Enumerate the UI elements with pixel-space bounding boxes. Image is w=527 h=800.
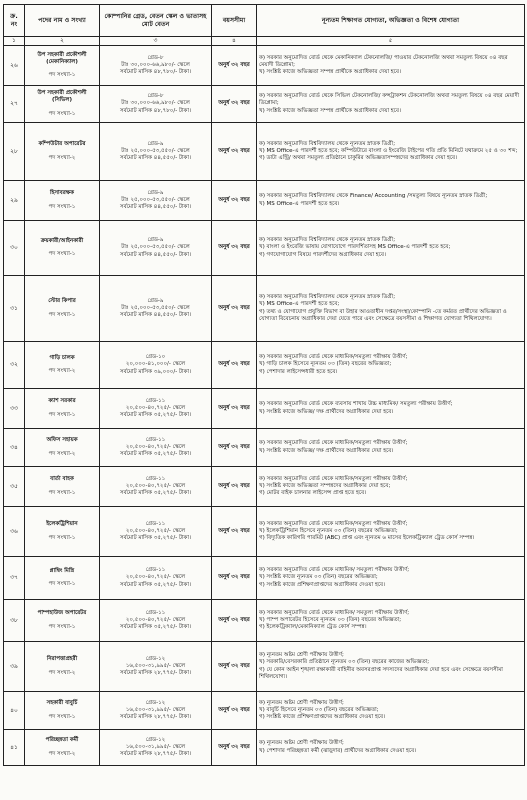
pay-grade: গ্রেড-৯ [147,237,164,244]
post-count: পদ সংখ্যা-২ [48,450,76,457]
qualification-item: গ) পেশাদার লাইসেন্সধারী হতে হবে। [259,368,338,375]
pay-grade: গ্রেড-১১ [145,520,166,527]
pay-scale: ২০,৫০০-৪০,৭২৫/- স্কেলে [125,443,186,450]
header-post: পদের নাম ও সংখ্যা [25,5,100,37]
qualification-item: গ) গণযোগাযোগ বিষয়ে পারদর্শীদের অগ্রাধিকার দেয়া হবে। [259,251,386,258]
pay-total: সর্বমোট মাসিক ৩৫,২৭৫/- টাকা। [120,624,191,631]
pay-grade: গ্রেড-৯ [147,140,164,147]
column-number: ৩ [100,37,212,46]
table-row [4,467,525,507]
pay-scale: ২০,৫০০-৪০,৭২৫/- স্কেলে [125,404,186,411]
pay-scale: ১৬,৫০০-৩১,৯৯৫/- স্কেলে [125,662,186,669]
qualification-item: খ) বাবুর্চি হিসেবে ন্যূনতম ০৩ (তিন) বছরের অভিজ্ঞতা; [259,706,379,713]
pay-total: সর্বমোট মাসিক ৪৪,৫৫০/- টাকা। [120,251,191,258]
qualification-item: খ) সংশ্লিষ্ট কাজে অভিজ্ঞ/ দক্ষ প্রার্থীদের অগ্রাধিকার দেয়া হবে। [259,447,394,454]
pay-scale: ২০,৫০০-৪০,৭২৫/- স্কেলে [125,616,186,623]
qualification-item: ক) সরকার অনুমোদিত বিশ্ববিদ্যালয় থেকে ন্যূনতম স্নাতক ডিগ্রী; [259,237,396,244]
post-count: পদ সংখ্যা-১ [48,411,76,418]
table-body [4,46,525,766]
post-cell [25,181,100,221]
serial-number: ৩৯ [10,662,18,670]
age-cell [212,46,257,86]
job-requirements-table [3,4,525,766]
header-qualification: নূন্যতম শিক্ষাগত যোগ্যতা, অভিজ্ঞতা ও বিশেষ যোগ্যতা [257,5,525,37]
serial-cell [4,342,25,389]
qualification-item: গ) ইলেকট্রিক্যাল/মেকানিক্যাল ট্রেড কোর্স সম্পন্ন। [259,624,367,631]
header-row [4,5,525,37]
post-count: পদ সংখ্যা-১ [48,534,76,541]
age-cell [212,276,257,342]
pay-total: সর্বমোট মাসিক ৩৫,২৭৫/- টাকা। [120,451,191,458]
serial-number: ৩৮ [10,616,18,624]
pay-grade: গ্রেড-১১ [145,397,166,404]
age-limit: অনুর্ধ ৩২ বছর [218,100,250,107]
serial-cell [4,221,25,276]
age-cell [212,221,257,276]
qualification-item: ক) ন্যূনতম অষ্টম শ্রেণী পরীক্ষায় উত্তীর্ণ; [259,699,344,706]
post-name: উপ সহকারী প্রকৌশলী (সিভিল) [37,90,87,104]
table-row [4,557,525,600]
qualification-cell [257,600,525,642]
age-limit: অনুর্ধ ৩২ বছর [218,706,250,713]
qualification-item: খ) MS Office-এ পারদর্শী হতে হবে। [259,200,340,207]
qualification-cell [257,467,525,507]
age-cell [212,692,257,730]
serial-number: ৩৭ [10,574,18,582]
age-limit: অনুর্ধ ৩২ বছর [218,482,250,489]
qualification-item: ক) সরকার অনুমোদিত বোর্ড থেকে মাধ্যমিক/সমতুল্য পরীক্ষায় উত্তীর্ণ; [259,440,408,447]
pay-cell [100,86,212,123]
post-count: পদ সংখ্যা-২ [48,750,76,757]
qualification-cell [257,557,525,600]
table-row [4,692,525,730]
post-count: পদ সংখ্যা-১ [48,110,76,117]
pay-scale: টাঃ ৩০,০০০-৬৬,৯৮০/- স্কেলে [121,61,190,68]
qualification-cell [257,342,525,389]
pay-grade: গ্রেড-১২ [145,699,166,706]
age-limit: অনুর্ধ ৩২ বছর [218,244,250,251]
qualification-item: খ) সংশ্লিষ্ট কাজে অভিজ্ঞতা সম্পন্ন প্রার্থীকে অগ্রাধিকার দেয়া হবে। [259,107,401,114]
post-count: পদ সংখ্যা-২ [48,154,76,161]
qualification-item: খ) ইলেকট্রিশিয়ান হিসেবে ন্যূনতম ০৩ (তিন) বছরের অভিজ্ঞতা; [259,527,398,534]
pay-total: সর্বমোট মাসিক ৩৫,২৭৫/- টাকা। [120,581,191,588]
post-cell [25,507,100,557]
qualification-item: গ) ডাটা এন্ট্রি/ অথবা সমতুল্য প্রতিষ্ঠানে চাকুরির অভিজ্ঞতাসম্পন্নদের অগ্রাধিকার দেয়া হবে। [259,155,458,162]
qualification-cell [257,642,525,692]
post-cell [25,123,100,181]
serial-cell [4,507,25,557]
pay-total: সর্বমোট মাসিক ২৮,৭৭৫/- টাকা। [120,751,191,758]
serial-cell [4,429,25,467]
age-cell [212,467,257,507]
table-row [4,730,525,766]
column-number-row [4,37,525,46]
pay-total: সর্বমোট মাসিক ৩৫,২৭৫/- টাকা। [120,535,191,542]
qualification-item: ক) সরকার অনুমোদিত বোর্ড থেকে মেকানিক্যাল টেকনোলজি/ পাওয়ার টেকনোলজি অথবা সমতুল্য বিষয়ে ০৪ বছর মেয়াদী ডিপ্লোমা; [259,54,508,68]
column-number: ১ [4,37,25,46]
pay-grade: গ্রেড-৮ [147,54,164,61]
qualification-cell [257,221,525,276]
pay-cell [100,276,212,342]
serial-cell [4,692,25,730]
post-name: পাম্পহাউজ অপারেটর [37,610,87,617]
pay-total: সর্বমোট মাসিক ৩৫,২৭৫/- টাকা। [120,412,191,419]
qualification-item: গ) যে কোন আইন শৃঙ্খলা রক্ষাকারী বাহিনীর অবসরপ্রাপ্ত সদস্যদের অগ্রাধিকার দেয়া হবে এবং সেক্ষেত্রে বয়সসীমা শিথিলযোগ্য। [259,666,503,680]
serial-cell [4,389,25,429]
qualification-cell [257,276,525,342]
serial-number: ২৮ [10,147,18,155]
qualification-item: ক) সরকার অনুমোদিত বোর্ড থেকে মাধ্যমিক/সমতুল্য পরীক্ষায় উত্তীর্ণ; [259,354,408,361]
table-row [4,429,525,467]
qualification-cell [257,123,525,181]
pay-cell [100,181,212,221]
pay-cell [100,123,212,181]
qualification-item: খ) সংশ্লিষ্ট কাজে অভিজ্ঞতা সম্পন্ন প্রার্থীকে অগ্রাধিকার দেয়া হবে। [259,69,401,76]
pay-total: সর্বমোট মাসিক ২৮,৭৭৫/- টাকা। [120,714,191,721]
age-limit: অনুর্ধ ৩২ বছর [218,147,250,154]
age-limit: অনুর্ধ ৩২ বছর [218,404,250,411]
qualification-item: খ) বাংলা ও ইংরেজি ভাষায় যোগাযোগে পারদর্শিতাসহ MS Office-এ পারদর্শী হতে হবে; [259,244,451,251]
age-limit: অনুর্ধ ৩২ বছর [218,662,250,669]
post-count: পদ সংখ্যা-১ [48,203,76,210]
table-row [4,342,525,389]
column-number: ২ [25,37,100,46]
pay-cell [100,557,212,600]
post-name: পরিচ্ছন্নতা কর্মী [45,737,79,744]
post-name: গাড়ি চালক [49,354,75,361]
post-cell [25,46,100,86]
pay-cell [100,642,212,692]
age-cell [212,342,257,389]
post-count: পদ সংখ্যা-১ [48,72,76,79]
serial-cell [4,181,25,221]
table-row [4,181,525,221]
serial-cell [4,86,25,123]
table-row [4,123,525,181]
serial-number: ৩৬ [10,527,18,535]
age-cell [212,181,257,221]
pay-scale: টাঃ ৩০,০০০-৬৬,৯৮০/- স্কেলে [121,100,190,107]
qualification-item: ক) সরকার অনুমোদিত বোর্ড থেকে মাধ্যমিক/ সমতুল্য পরীক্ষায় উত্তীর্ণ; [259,567,410,574]
qualification-item: ক) ন্যূনতম অষ্টম শ্রেণী পরীক্ষায় উত্তীর্ণ; [259,652,344,658]
table-row [4,600,525,642]
qualification-cell [257,730,525,766]
pay-grade: গ্রেড-১১ [145,567,166,574]
pay-scale: ২০,৫০০-৪০,৭২৫/- স্কেলে [125,574,186,581]
serial-cell [4,642,25,692]
serial-number: ৩১ [10,304,18,312]
post-cell [25,692,100,730]
serial-cell [4,730,25,766]
serial-number: ৪০ [10,706,18,714]
serial-number: ২৯ [10,196,18,204]
pay-total: সর্বমোট মাসিক ৪৪,৫৫০/- টাকা। [120,204,191,211]
pay-grade: গ্রেড-৯ [147,189,164,196]
age-cell [212,642,257,692]
age-cell [212,600,257,642]
age-limit: অনুর্ধ ৩২ বছর [218,616,250,623]
pay-cell [100,507,212,557]
qualification-item: খ) সংশ্লিষ্ট কাজে ন্যূনতম ০৩ (তিন) বছরের অভিজ্ঞতা; [259,574,378,581]
age-limit: অনুর্ধ ৩২ বছর [218,443,250,450]
post-name: নিরাপত্তাপ্রহরী [46,656,78,663]
pay-total: সর্বমোট মাসিক ৪৪,৫৫০/- টাকা। [120,155,191,162]
age-limit: অনুর্ধ ৩২ বছর [218,61,250,68]
pay-scale: ১৬,৫০০-৩১,৯৯৫/- স্কেলে [125,706,186,713]
age-cell [212,507,257,557]
pay-cell [100,429,212,467]
qualification-cell [257,181,525,221]
qualification-item: ক) ন্যূনতম অষ্টম শ্রেণী পরীক্ষায় উত্তীর্ণ; [259,740,344,747]
serial-number: ৩৪ [10,443,18,451]
pay-cell [100,600,212,642]
qualification-item: ক) সরকার অনুমোদিত বোর্ড থেকে মাধ্যমিক/ সমতুল্য পরীক্ষায় উত্তীর্ণ; [259,609,410,616]
age-limit: অনুর্ধ ৩২ বছর [218,527,250,534]
age-cell [212,730,257,766]
pay-cell [100,467,212,507]
header-age: বয়সসীমা [212,5,257,37]
serial-cell [4,557,25,600]
serial-cell [4,123,25,181]
post-name: ক্যাশ সরকার [48,398,76,405]
serial-number: ৩০ [10,244,18,252]
serial-number: ৩২ [10,361,18,369]
column-number: ৪ [212,37,257,46]
post-count: পদ সংখ্যা-২ [48,669,76,676]
table-row [4,389,525,429]
pay-scale: ২০,০০০-৪১,০০০/- স্কেলে [125,361,186,368]
serial-number: ৩৫ [10,482,18,490]
pay-total: সর্বমোট মাসিক ৩৯,০০০/- টাকা। [120,368,191,375]
post-count: পদ সংখ্যা-১ [48,581,76,587]
qualification-item: গ) তথ্য ও যোগাযোগ প্রযুক্তি বিভাগ বা উহার আওতাধীন দপ্তর/সংস্থা/কোম্পানি -তে কর্মরত প্রার্থীদের অভিজ্ঞতা ও যোগ্যতা বিবেচনায় অগ্রাধিকার দেয়া যেতে পারে এবং সেক্ষেত্রে বয়সসীমা ও শিক্ষাগত যোগ্যতা শিথিলযোগ্য। [259,308,507,322]
qualification-item: গ) সংশ্লিষ্ট কাজে প্রশিক্ষণপ্রাপ্তদের অগ্রাধিকার দেওয়া হবে। [259,581,386,588]
column-number: ৫ [257,37,525,46]
post-cell [25,342,100,389]
age-cell [212,557,257,600]
pay-scale: টাঃ ২৫,০০০-৫৩,৫৫০/- স্কেলে [121,304,190,311]
age-limit: অনুর্ধ ৩২ বছর [218,743,250,750]
qualification-item: ক) সরকার অনুমোদিত বোর্ড থেকে সিভিল টেকনোলজি/ কন্সট্রাকশন টেকনোলজি অথবা সমতুল্য বিষয়ে ০৪ বছর মেয়াদী ডিপ্লোমা; [259,93,520,107]
pay-grade: গ্রেড-১১ [145,475,166,482]
qualification-item: ক) সরকার অনুমোদিত বিশ্ববিদ্যালয় থেকে Finance/ Accounting /সমতুল্য বিষয়ে ন্যূনতম স্নাতক ডিগ্রী; [259,193,488,200]
post-name: ক্রয়কারী/আইনকারী [40,237,84,244]
post-name: কম্পিউটার অপারেটর [38,141,86,148]
table-row [4,642,525,692]
qualification-item: গ) সংশ্লিষ্ট কাজে প্রশিক্ষণপ্রাপ্তদের অগ্রাধিকার দেওয়া হবে। [259,714,386,721]
pay-scale: ১৬,৫০০-৩১,৯৯৫/- স্কেলে [125,743,186,750]
pay-total: সর্বমোট মাসিক ২৮,৭৭৫/- টাকা। [120,670,191,677]
pay-total: সর্বমোট মাসিক ৪৮,৭৮০/- টাকা। [120,69,191,76]
post-count: পদ সংখ্যা-১ [48,311,76,318]
age-limit: অনুর্ধ ৩২ বছর [218,574,250,581]
pay-grade: গ্রেড-১২ [145,736,166,743]
post-cell [25,276,100,342]
qualification-cell [257,429,525,467]
pay-cell [100,692,212,730]
age-cell [212,86,257,123]
qualification-item: খ) পাম্প অপারেটর হিসেবে ন্যূনতম ০৩ (তিন) বছরের অভিজ্ঞতা; [259,616,402,623]
qualification-cell [257,86,525,123]
qualification-item: ক) সরকার অনুমোদিত বোর্ড থেকে মাধ্যমিক/সমতুল্য পরীক্ষায় উত্তীর্ণ; [259,520,408,527]
table-row [4,86,525,123]
post-cell [25,600,100,642]
post-name: সহকারী বাবুর্চি [46,700,78,707]
age-limit: অনুর্ধ ৩২ বছর [218,196,250,203]
pay-cell [100,46,212,86]
post-cell [25,86,100,123]
serial-cell [4,600,25,642]
pay-scale: ২০,৫০০-৪০,৭২৫/- স্কেলে [125,527,186,534]
post-name: বার্তা বাহক [50,476,74,483]
serial-cell [4,467,25,507]
table-row [4,276,525,342]
pay-grade: গ্রেড-১০ [145,354,166,361]
post-count: পদ সংখ্যা-১ [48,489,76,496]
post-cell [25,429,100,467]
serial-number: ৪১ [10,743,18,751]
header-serial: ক্র. নং [4,5,25,37]
age-cell [212,123,257,181]
post-cell [25,221,100,276]
qualification-item: খ) MS Office-এ পারদর্শী হতে হবে; [259,301,340,308]
age-limit: অনুর্ধ ৩২ বছর [218,304,250,311]
table-row [4,46,525,86]
post-name: উপ সহকারী প্রকৌশলী (মেকানিক্যাল) [37,51,87,65]
pay-total: সর্বমোট মাসিক ৩৫,২৭৫/- টাকা। [120,490,191,497]
serial-number: ৩৩ [10,404,18,412]
post-name: স্টোর কিপার [48,298,76,305]
post-name: অফিস সহায়ক [46,437,78,444]
pay-scale: ২০,৫০০-৪০,৭২৫/- স্কেলে [125,482,186,489]
qualification-item: খ) পেশাদার পরিচ্ছন্নতা কর্মী (ঝাড়ুদার) প্রার্থীদের অগ্রাধিকার দেওয়া হবে। [259,747,417,754]
pay-scale: টাঃ ২৫,০০০-৫৩,৫৫০/- স্কেলে [121,147,190,154]
qualification-item: গ) বিদ্যুতিক কারিগরি পারমিট (ABC) প্রাপ্ত এবং ন্যূনতম ৬ মাসের ইলেকট্রিক্যাল ট্রেড কোর্স সম্পন্ন। [259,535,475,542]
table-row [4,507,525,557]
qualification-item: খ) সরকারি/বেসরকারি প্রতিষ্ঠানে ন্যূনতম ০৩ (তিন) বছরের কাজের অভিজ্ঞতা; [259,659,430,666]
post-count: পদ সংখ্যা-১ [48,251,76,257]
pay-total: সর্বমোট মাসিক ৪৪,৫৫০/- টাকা। [120,312,191,319]
serial-number: ২৬ [10,61,18,69]
header-pay: কোম্পানির গ্রেড, বেতন স্কেল ও ভাতাসহ মোট বেতন [100,5,212,37]
post-count: পদ সংখ্যা-২ [48,368,76,374]
pay-scale: টাঃ ২৫,০০০-৫৩,৫৫০/- স্কেলে [121,196,190,203]
qualification-item: খ) MS Office-এ পারদর্শী হতে হবে; কম্পিউটারে বাংলা ও ইংরেজি টাইপের গতি প্রতি মিনিটে যথাক্রমে ২৫ ও ৩০ শব্দ; [259,147,518,154]
post-name: ইলেকট্রিশিয়ান [46,521,78,528]
age-cell [212,389,257,429]
pay-cell [100,342,212,389]
qualification-item: খ) সংশ্লিষ্ট কাজে অভিজ্ঞ/ দক্ষ প্রার্থীদের অগ্রাধিকার দেয়া হবে। [259,408,394,415]
pay-cell [100,730,212,766]
post-cell [25,642,100,692]
qualification-item: ক) সরকার অনুমোদিত বোর্ড থেকে মাধ্যমিক/সমতুল্য পরীক্ষায় উত্তীর্ণ; [259,475,408,482]
qualification-cell [257,46,525,86]
pay-scale: টাঃ ২৫,০০০-৫৩,৫৫০/- স্কেলে [121,244,190,251]
pay-grade: গ্রেড-৯ [147,297,164,304]
pay-cell [100,389,212,429]
post-cell [25,557,100,600]
age-cell [212,429,257,467]
pay-grade: গ্রেড-১১ [145,609,166,616]
post-name: হিসাবরক্ষক [49,190,75,197]
post-count: পদ সংখ্যা-১ [48,623,76,630]
post-count: পদ সংখ্যা-১ [48,713,76,720]
serial-number: ২৭ [10,100,18,108]
post-cell [25,467,100,507]
post-cell [25,389,100,429]
qualification-item: ক) সরকার অনুমোদিত বিশ্ববিদ্যালয় থেকে ন্যূনতম স্নাতক ডিগ্রী; [259,294,396,300]
qualification-cell [257,389,525,429]
serial-cell [4,276,25,342]
table-row [4,221,525,276]
pay-grade: গ্রেড-৮ [147,93,164,100]
pay-grade: গ্রেড-১১ [145,436,166,443]
post-cell [25,730,100,766]
pay-grade: গ্রেড-১২ [145,655,166,662]
post-name: প্লাম্বিং মিস্ত্রি [49,567,75,574]
qualification-item: ক) সরকার অনুমোদিত বোর্ড থেকে ব্যবসায় শাখায় উচ্চ মাধ্যমিক/ সমতুল্য পরীক্ষায় উত্তীর্ণ; [259,401,453,408]
qualification-item: ক) সরকার অনুমোদিত বিশ্ববিদ্যালয় থেকে ন্যূনতম স্নাতক ডিগ্রী; [259,140,396,147]
qualification-item: গ) মোটর বাইক চালনার লাইসেন্স প্রাপ্ত হতে হবে। [259,490,367,497]
pay-cell [100,221,212,276]
serial-cell [4,46,25,86]
qualification-cell [257,507,525,557]
qualification-item: খ) সংশ্লিষ্ট কাজে অভিজ্ঞতা সম্পন্নদের অগ্রাধিকার দেয়া হবে; [259,482,391,489]
pay-total: সর্বমোট মাসিক ৪৮,৭৮০/- টাকা। [120,107,191,114]
age-limit: অনুর্ধ ৩২ বছর [218,361,250,368]
qualification-item: খ) গাড়ি চালক হিসেবে ন্যূনতম ০৩ (তিন) বছরের অভিজ্ঞতা; [259,361,392,368]
qualification-cell [257,692,525,730]
